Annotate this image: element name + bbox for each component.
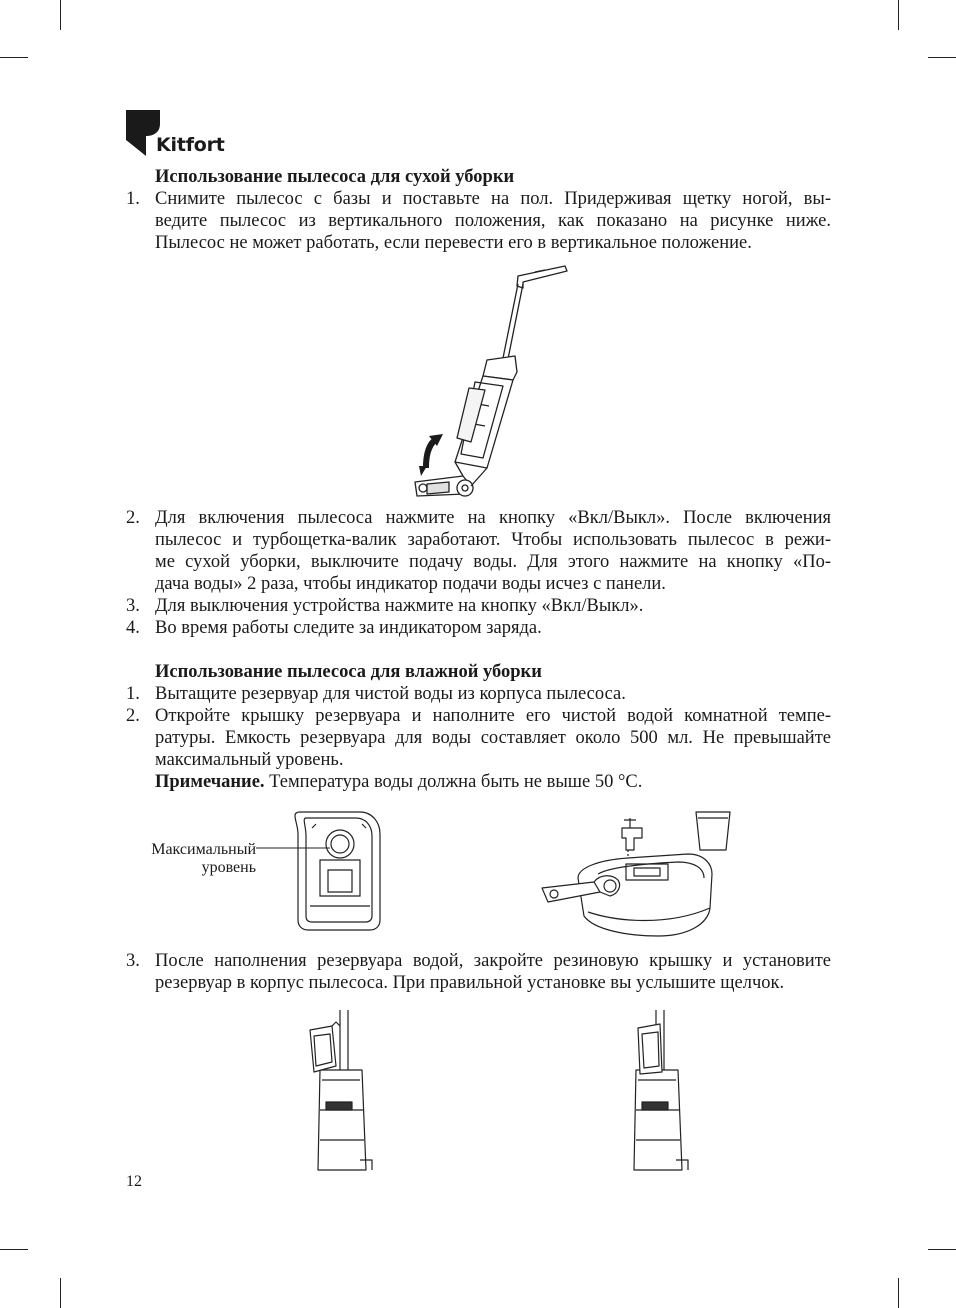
list-item (126, 595, 831, 617)
list-item-number: 3. (126, 596, 140, 616)
install-tank-step-b-illustration (626, 1010, 696, 1175)
water-tank-illustration (256, 808, 386, 932)
list-item-text: Откройте крышку резервуара и наполните его чистой водой комнатной темпе- (155, 706, 831, 726)
list-item-text: резервуар в корпус пылесоса. При правильной установке вы услышите щелчок. (155, 973, 785, 993)
list-item-text: Для включения пылесоса нажмите на кнопку «Вкл/Выкл». После включения (155, 508, 831, 528)
list-item-number: 2. (126, 706, 140, 726)
list-item-text: Вытащите резервуар для чистой воды из корпуса пылесоса. (155, 684, 626, 704)
crop-mark (898, 1278, 899, 1308)
list-item-text: ведите пылесос из вертикального положения, как показано на рисунке ниже. (155, 211, 831, 231)
list-item-text: ме сухой уборки, выключите подачу воды. Для этого нажмите на кнопку «По- (155, 552, 831, 572)
list-item-number: 4. (126, 618, 140, 638)
list-item-text: Для выключения устройства нажмите на кнопку «Вкл/Выкл». (155, 596, 644, 616)
crop-mark (928, 1249, 956, 1250)
list-item-text: Снимите пылесос с базы и поставьте на пол. Придерживая щетку ногой, вы- (155, 189, 831, 209)
note-label: Примечание. (155, 772, 265, 792)
list-item-text: После наполнения резервуара водой, закройте резиновую крышку и установите (155, 951, 831, 971)
list-item-number: 1. (126, 684, 140, 704)
crop-mark (0, 1249, 28, 1250)
section-dry-heading: Использование пылесоса для сухой уборки (155, 167, 515, 187)
list-item-text: дача воды» 2 раза, чтобы индикатор подачи воды исчез с панели. (155, 574, 666, 594)
list-item-number: 2. (126, 508, 140, 528)
list-item-number: 1. (126, 189, 140, 209)
install-tank-step-a-illustration (300, 1010, 380, 1175)
crop-mark (0, 57, 28, 58)
filling-tank-illustration (538, 808, 748, 938)
list-item-text: Во время работы следите за индикатором заряда. (155, 618, 542, 638)
list-item (126, 188, 831, 254)
list-item (126, 950, 831, 994)
page-number: 12 (126, 1173, 142, 1190)
list-item (126, 617, 831, 639)
kitfort-logo-icon (126, 110, 160, 156)
crop-mark (60, 1278, 61, 1308)
section-wet-heading: Использование пылесоса для влажной уборки (155, 662, 542, 682)
list-item-text: пылесос и турбощетка-валик заработают. Чтобы использовать пылесос в режи- (155, 530, 831, 550)
list-item (126, 507, 831, 595)
max-level-label: Максимальный уровень (151, 841, 256, 876)
crop-mark (898, 0, 899, 30)
list-item-text: ратуры. Емкость резервуара для воды составляет около 500 мл. Не превышайте (155, 728, 831, 748)
note (155, 771, 642, 793)
crop-mark (928, 57, 956, 58)
note-text: Температура воды должна быть не выше 50 °C. (264, 772, 643, 792)
list-item (126, 705, 831, 771)
crop-mark (60, 0, 61, 30)
vacuum-tilt-illustration (405, 262, 575, 500)
list-item-text: максимальный уровень. (155, 750, 344, 770)
list-item-number: 3. (126, 951, 140, 971)
list-item (126, 683, 831, 705)
brand-name: Kitfort (156, 134, 225, 156)
list-item-text: Пылесос не может работать, если перевести его в вертикальное положение. (155, 233, 752, 253)
